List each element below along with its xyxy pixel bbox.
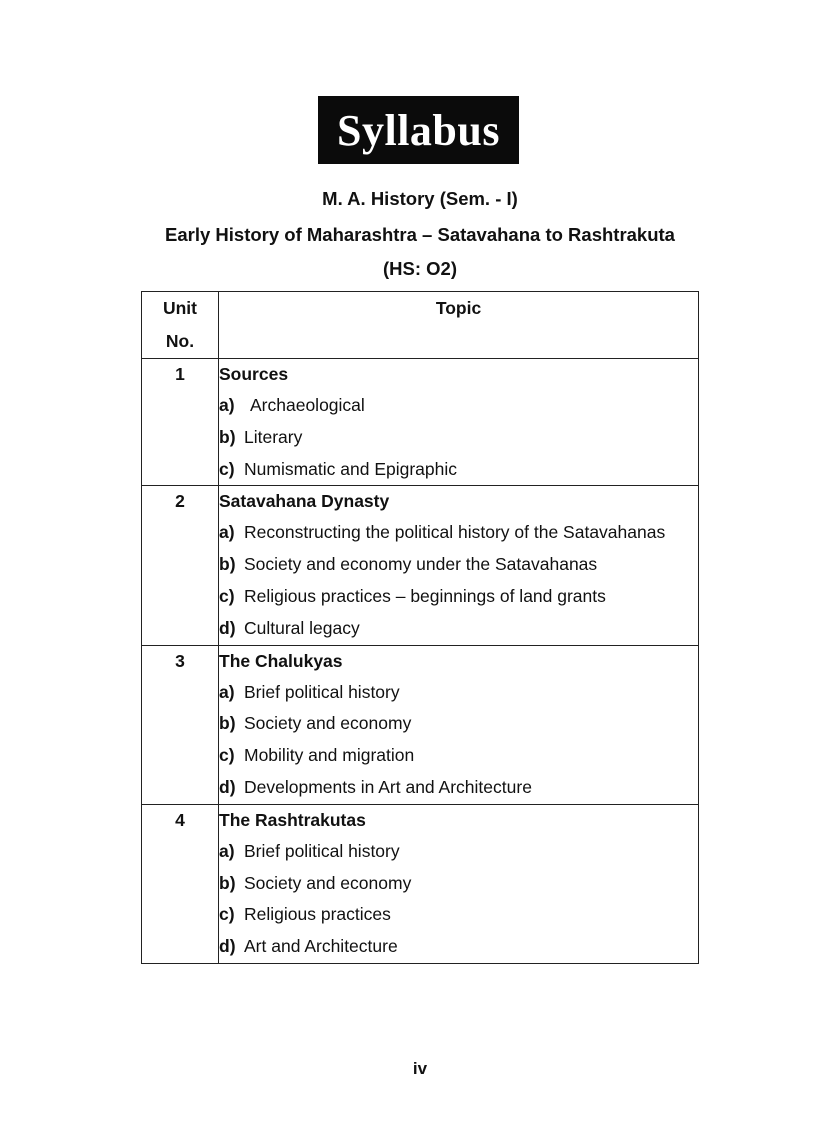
page-number: iv (412, 1059, 428, 1078)
item-label: d) (219, 617, 236, 638)
item-text: Society and economy under the Satavahanas (244, 554, 598, 575)
item-label: c) (219, 585, 235, 606)
item-text: Brief political history (244, 681, 400, 702)
item-label: c) (219, 904, 235, 925)
unit-topics (219, 486, 699, 645)
unit-number: 4 (142, 804, 219, 963)
item-text: Religious practices – beginnings of land grants (244, 585, 606, 606)
item-text: Brief political history (244, 840, 400, 861)
item-text: Art and Architecture (244, 936, 398, 957)
item-text: Developments in Art and Architecture (244, 776, 532, 797)
list-item (219, 772, 698, 804)
paper-code: (HS: O2) (383, 258, 457, 279)
item-text: Society and economy (244, 713, 412, 734)
list-item (219, 454, 698, 486)
list-item (219, 422, 698, 454)
item-label: d) (219, 936, 236, 957)
item-label: b) (219, 713, 236, 734)
list-item (219, 581, 698, 613)
list-item (219, 899, 698, 931)
syllabus-title-badge: Syllabus (318, 96, 519, 164)
unit-topics (219, 804, 699, 963)
item-text: Society and economy (244, 872, 412, 893)
item-label: a) (219, 395, 235, 415)
list-item (219, 613, 698, 645)
list-item (219, 868, 698, 900)
list-item (219, 390, 698, 422)
item-label: c) (219, 458, 235, 479)
course-heading: M. A. History (Sem. - I) (322, 188, 518, 209)
unit-title: The Rashtrakutas (219, 809, 366, 830)
list-item (219, 836, 698, 868)
item-label: b) (219, 426, 236, 447)
item-label: c) (219, 745, 235, 766)
unit-title: Satavahana Dynasty (219, 491, 390, 512)
topic-header: Topic (219, 292, 699, 359)
item-text: Archaeological (250, 395, 365, 415)
unit-number: 3 (142, 645, 219, 804)
item-text: Religious practices (244, 904, 391, 925)
item-label: a) (219, 840, 235, 861)
item-label: d) (219, 776, 236, 797)
unit-no-header (142, 292, 219, 359)
unit-title: The Chalukyas (219, 650, 343, 671)
unit-title: Sources (219, 364, 289, 384)
item-text: Literary (244, 426, 303, 447)
item-text: Mobility and migration (244, 745, 415, 766)
paper-title: Early History of Maharashtra – Satavahana to Rashtrakuta (165, 224, 675, 245)
item-text: Reconstructing the political history of the Satavahanas (244, 522, 666, 543)
list-item (219, 517, 698, 549)
table-row (142, 486, 699, 645)
unit-topics (219, 645, 699, 804)
unit-header-line2: No. (165, 331, 195, 351)
item-label: b) (219, 872, 236, 893)
item-label: b) (219, 554, 236, 575)
item-text: Numismatic and Epigraphic (244, 458, 458, 479)
list-item (219, 677, 698, 709)
unit-header-line1: Unit (162, 298, 198, 318)
table-row (142, 359, 699, 486)
item-label: a) (219, 681, 235, 702)
item-label: a) (219, 522, 235, 543)
table-row (142, 645, 699, 804)
unit-number: 2 (142, 486, 219, 645)
item-text: Cultural legacy (244, 617, 360, 638)
unit-number: 1 (142, 359, 219, 486)
unit-topics (219, 359, 699, 486)
list-item (219, 740, 698, 772)
table-row (142, 804, 699, 963)
list-item (219, 549, 698, 581)
syllabus-table (141, 291, 699, 964)
list-item (219, 931, 698, 963)
list-item (219, 708, 698, 740)
table-header-row (142, 292, 699, 359)
